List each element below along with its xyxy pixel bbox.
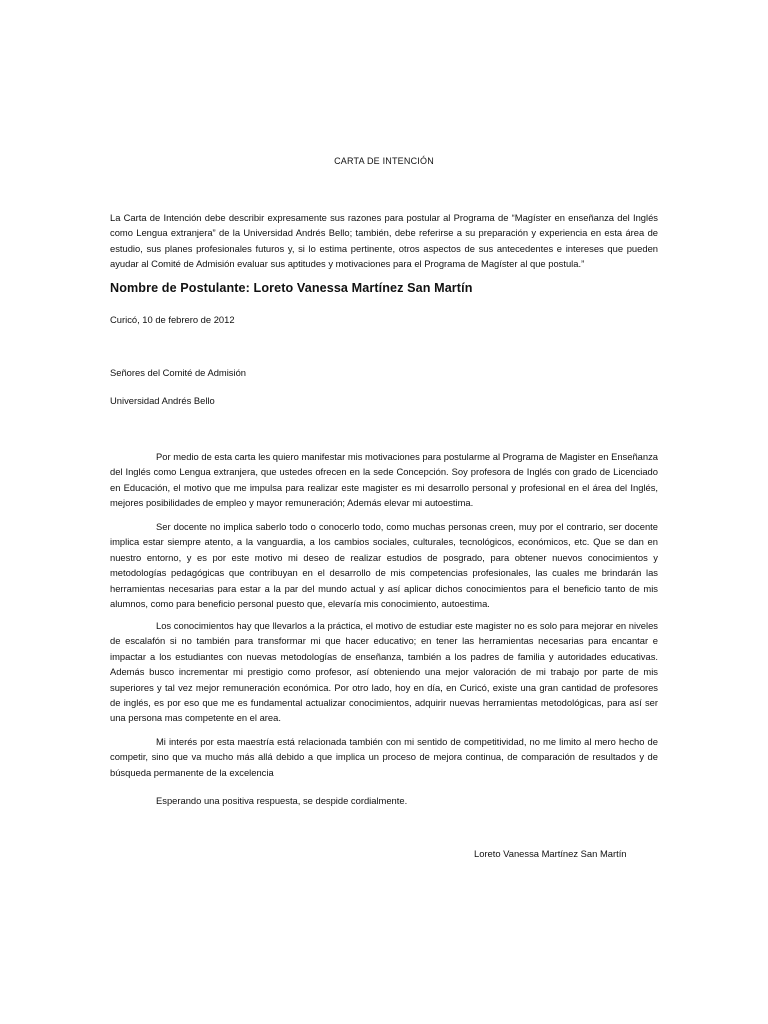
body-paragraph-1: Por medio de esta carta les quiero manifestar mis motivaciones para postularme al Programa de Magister en Enseñanza del Inglés como Lengua extranjera, que ustedes ofrecen en la sede Concepción. Soy profesora de Inglés con grado de Licenciado en Educación, el motivo que me impulsa para realizar este magister es mi desarrollo personal y profesional en el área del Inglés, mejores posibilidades de empleo y mayor remuneración; Además elevar mi autoestima. xyxy=(110,451,658,509)
applicant-heading: Nombre de Postulante: Loreto Vanessa Martínez San Martín xyxy=(110,281,473,295)
date-line: Curicó, 10 de febrero de 2012 xyxy=(110,314,235,325)
recipient-line-1: Señores del Comité de Admisión xyxy=(110,367,247,378)
closing-line: Esperando una positiva respuesta, se despide cordialmente. xyxy=(156,795,408,806)
body-paragraph-4: Mi interés por esta maestría está relacionada también con mi sentido de competitividad, no me limito al mero hecho de competir, sino que va mucho más allá debido a que implica un proceso de mejora continua, de comparación de resultados y de búsqueda permanente de la excelencia xyxy=(110,736,658,778)
body-paragraph-2: Ser docente no implica saberlo todo o conocerlo todo, como muchas personas creen, muy por el contrario, ser docente implica estar siempre atento, a la vanguardia, a los cambios sociales, culturales, tecnológicos, económicos, etc. Que se dan en nuestro entorno, y es por este motivo mi deseo de realizar estudios de posgrado, para obtener nuevos conocimientos y metodologías pedagógicas que contribuyan en el desarrollo de mis competencias profesionales, las cuales me brindarán las herramientas necesarias para estar a la par del mundo actual y así aplicar dichos conocimientos para el beneficio tanto de mis alumnos, como para beneficio personal puesto que, elevaría mis conocimiento, autoestima. xyxy=(110,521,658,610)
intro-paragraph: La Carta de Intención debe describir expresamente sus razones para postular al Programa de “Magíster en enseñanza del Inglés como Lengua extranjera” de la Universidad Andrés Bello; también, debe referirse a su preparación y experiencia en esta área de estudio, sus planes profesionales futuros y, si lo estima pertinente, otros aspectos de sus antecedentes e intereses que pueden ayudar al Comité de Admisión evaluar sus aptitudes y motivaciones para el Programa de Magíster al que postula.” xyxy=(110,212,658,270)
recipient-line-2: Universidad Andrés Bello xyxy=(110,395,215,406)
document-title: CARTA DE INTENCIÓN xyxy=(334,156,434,166)
signature: Loreto Vanessa Martínez San Martín xyxy=(474,848,627,859)
body-paragraph-3: Los conocimientos hay que llevarlos a la práctica, el motivo de estudiar este magister no es solo para mejorar en niveles de escalafón si no también para transformar mi que hacer educativo; en tener las herramientas necesarias para encantar e impactar a los estudiantes con nuevas metodologías de enseñanza, también a los padres de familia y autoridades educativas. Además busco incrementar mi prestigio como profesor, así obteniendo una mejor valoración de mi trabajo por parte de mis superiores y tal vez mejor remuneración económica. Por otro lado, hoy en día, en Curicó, existe una gran cantidad de profesores de inglés, es por eso que me es fundamental actualizar conocimientos, adquirir nuevas herramientas metodológicas, para así ser una persona mas competente en el area. xyxy=(110,620,658,724)
